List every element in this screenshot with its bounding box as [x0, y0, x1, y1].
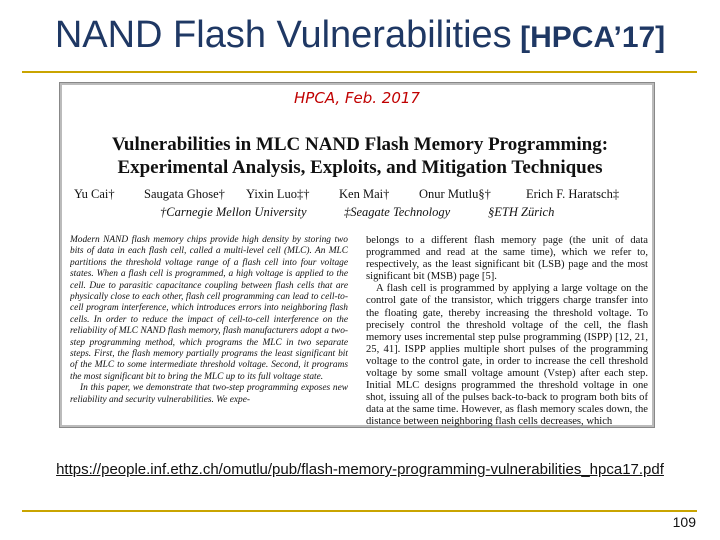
slide-title-main: NAND Flash Vulnerabilities — [54, 14, 512, 56]
author: Ken Mai† — [339, 187, 390, 201]
abstract-paragraph: Modern NAND flash memory chips provide high density by storing two bits of data in each flash cell, called a multi-level cell (MLC). An MLC partitions the threshold voltage range of a flash cell into four voltage states. When a flash cell is programmed, a high voltage is applied to the cell. Due to parasitic capacitance coupling between flash cells that are physically close to each other, flash cell programming can lead to cell-to-cell program interference, which introduces errors into neighboring flash cells. In order to reduce the impact of cell-to-cell interference on the reliability of MLC NAND flash memory, flash manufacturers adopt a two-step programming method, which programs the MLC in two separate steps. First, the flash memory partially programs the least significant bit of the MLC to some intermediate threshold voltage. Second, it programs the most significant bit to bring the MLC up to its full voltage state. — [70, 235, 348, 382]
body-column — [366, 235, 648, 428]
footer-divider — [22, 510, 697, 512]
author: Saugata Ghose† — [144, 187, 225, 201]
affiliation: §ETH Zürich — [488, 205, 555, 219]
paper-title-line-2: Experimental Analysis, Exploits, and Mitigation Techniques — [117, 157, 603, 178]
paper-excerpt — [59, 82, 655, 428]
author: Yixin Luo‡† — [246, 187, 310, 201]
affiliation: †Carnegie Mellon University — [160, 205, 307, 219]
paper-title-line-1: Vulnerabilities in MLC NAND Flash Memory Programming: — [111, 134, 609, 155]
page-number: 109 — [672, 514, 696, 530]
paper-title — [80, 133, 640, 179]
affiliation: ‡Seagate Technology — [344, 205, 451, 219]
paper-link[interactable]: https://people.inf.ethz.ch/omutlu/pub/flash-memory-programming-vulnerabilities_hpca17.pdf — [56, 461, 664, 478]
venue-label: HPCA, Feb. 2017 — [294, 89, 420, 107]
title-divider — [22, 71, 697, 73]
slide-title-tag: [HPCA’17] — [520, 21, 666, 54]
slide-title — [0, 14, 720, 57]
abstract-paragraph: In this paper, we demonstrate that two-step programming exposes new reliability and security vulnerabilities. We expe- — [70, 383, 348, 405]
author: Erich F. Haratsch‡ — [526, 187, 620, 201]
author: Yu Cai† — [74, 187, 115, 201]
body-paragraph: belongs to a different flash memory page (the unit of data programmed and read at the same time), which we refer to, respectively, as the least significant bit (LSB) page and the most significant bit (MSB) page [5]. — [366, 235, 648, 283]
abstract-column — [70, 235, 348, 428]
author: Onur Mutlu§† — [419, 187, 491, 201]
body-paragraph: A flash cell is programmed by applying a large voltage on the control gate of the transistor, which triggers charge transfer into the floating gate, thereby increasing the threshold voltage. To precisely control the threshold voltage of the cell, the flash memory uses incremental step pulse programming (ISPP) [12, 21, 25, 41]. ISPP applies multiple short pulses of the programming voltage to the control gate, in order to increase the cell threshold voltage by some small voltage amount (Vstep) after each step. Initial MLC designs programmed the threshold voltage in one shot, issuing all of the pulses back-to-back to program both bits of data at the same time. However, as flash memory scales down, the distance between neighboring flash cells decreases, which — [366, 283, 648, 428]
